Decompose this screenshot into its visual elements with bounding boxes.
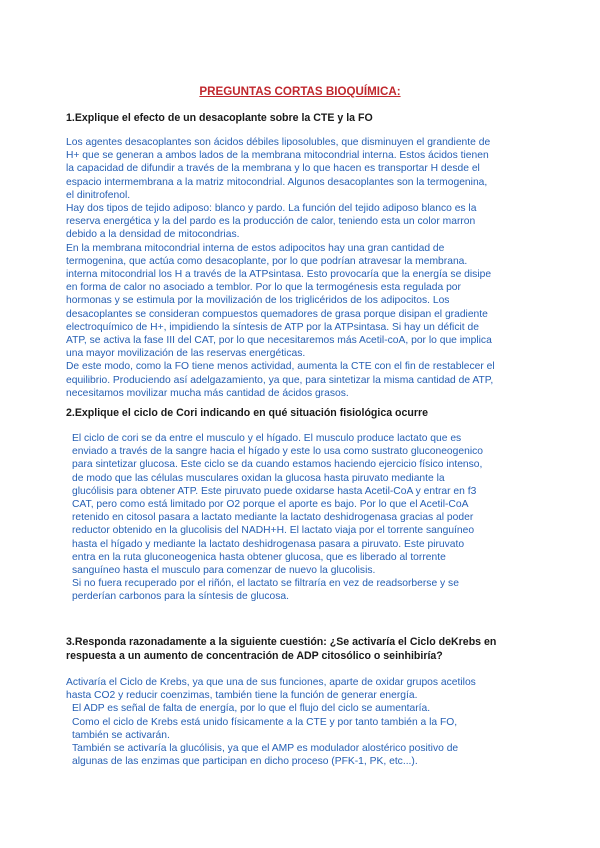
answer-1-line: De este modo, como la FO tiene menos actividad, aumenta la CTE con el fin de restablecer el [66, 361, 495, 373]
answer-3-line: Activaría el Ciclo de Krebs, ya que una de sus funciones, aparte de oxidar grupos acetilos [66, 677, 476, 688]
answer-1-line: ATP, se activa la fase III del CAT, por lo que necesitaremos más Acetil-coA, por lo que implica [66, 335, 492, 347]
answer-1-line: debido a la densidad de mitocondrias. [66, 229, 240, 241]
answer-2-line: enviado a través de la sangre hacia el hígado y este lo usa como sustrato gluconeogenico [72, 446, 483, 458]
answer-1-line: En la membrana mitocondrial interna de estos adipocitos hay una gran cantidad de [66, 242, 445, 254]
answer-1-line: Hay dos tipos de tejido adiposo: blanco y pardo. La función del tejido adiposo blanco es la [66, 203, 477, 215]
answer-2-line: de modo que las células musculares oxidan la glucosa hasta piruvato mediante la [72, 472, 445, 484]
answer-2-line: reductor obtenido en la glucolisis del NADH+H. El lactato viaja por el torrente sanguíneo [72, 525, 475, 537]
answer-3-line: algunas de las enzimas que participan en dicho proceso (PFK-1, PK, etc...). [72, 756, 418, 768]
answer-2-line: perderían carbonos para la síntesis de glucosa. [72, 591, 289, 603]
answer-2-line: retenido en citosol pasara a lactato mediante la lactato deshidrogenasa gracias al poder [72, 512, 474, 524]
answer-1-text [66, 136, 536, 400]
answer-2-line: para sintetizar glucosa. Este ciclo se da cuando estamos haciendo ejercicio físico intenso, [72, 459, 483, 471]
answer-1-line: desacoplantes se consideran compuestos quemadores de grasa porque disipan el gradiente [66, 308, 488, 320]
answer-1-line: reserva energética y la del pardo es la producción de calor, teniendo esta un color marron [66, 216, 476, 228]
question-2-heading: 2.Explique el ciclo de Cori indicando en qué situación fisiológica ocurre [66, 407, 429, 419]
question-3-line: 3.Responda razonadamente a la siguiente cuestión: ¿Se activaría el Ciclo deKrebs en [66, 636, 497, 648]
answer-2-line: hasta el hígado y mediante la lactato deshidrogenasa pasara a piruvato. Este piruvato [72, 538, 465, 550]
answer-1-line: interna mitocondrial los H a través de la ATPsintasa. Esto provocaría que la energía se disipe [66, 269, 492, 281]
answer-2-line: entra en la ruta gluconeogenica hasta obtener glucosa, que es liberado al torrente [72, 551, 446, 563]
answer-1-line: equilibrio. Produciendo así adelgazamiento, ya que, para sintetizar la misma cantidad de ATP, [66, 374, 494, 386]
answer-3-line: El ADP es señal de falta de energía, por lo que el flujo del ciclo se aumentaría. [72, 703, 431, 715]
question-3-line: respuesta a un aumento de concentración de ADP citosólico o seinhibiría? [66, 650, 443, 662]
answer-3-line: hasta CO2 y reducir coenzimas, también tiene la función de generar energía. [66, 690, 418, 702]
answer-2-line: glucólisis para obtener ATP. Este piruvato puede oxidarse hasta Acetil-CoA y entrar en f3 [72, 485, 477, 497]
answer-3-text [66, 676, 536, 768]
answer-2-line: Si no fuera recuperado por el riñón, el lactato se filtraría en vez de readsorberse y se [72, 578, 459, 590]
answer-1-line: la capacidad de difundir a través de la membrana y lo que hacen es transportar H desde el [66, 163, 480, 175]
answer-3-line: Como el ciclo de Krebs está unido físicamente a la CTE y por tanto también a la FO, [72, 716, 458, 728]
answer-1-line: una mayor movilización de las reservas energéticas. [66, 348, 306, 360]
answer-2-text [72, 432, 542, 604]
page-title: PREGUNTAS CORTAS BIOQUÍMICA: [199, 85, 401, 98]
answer-2-line: CAT, pero como está limitado por O2 porque el aporte es bajo. Por lo que el Acetil-CoA [72, 499, 469, 511]
answer-3-line: también se activarán. [72, 729, 170, 741]
answer-1-line: termogenina, que actúa como desacoplante, por lo que podrían atravesar la membrana. [66, 255, 468, 267]
answer-1-line: el dinitrofenol. [66, 189, 131, 201]
answer-1-line: necesitamos movilizar mucha más cantidad de ácidos grasos. [66, 387, 349, 399]
question-1-heading: 1.Explique el efecto de un desacoplante sobre la CTE y la FO [66, 112, 373, 124]
answer-3-line: También se activaría la glucólisis, ya que el AMP es modulador alostérico positivo de [72, 743, 459, 755]
answer-1-line: en forma de calor no asociado a temblor. Por lo que la termogénesis esta regulada por [66, 282, 461, 294]
answer-2-line: El ciclo de cori se da entre el musculo y el hígado. El musculo produce lactato que es [72, 433, 462, 444]
answer-1-line: Los agentes desacoplantes son ácidos débiles liposolubles, que disminuyen el grandiente de [66, 137, 491, 148]
answer-1-line: H+ que se generan a ambos lados de la membrana mitocondrial interna. Estos ácidos tienen [66, 150, 489, 162]
answer-1-line: espacio intermembrana a la matriz mitocondrial. Algunos desacoplantes son la termogenina, [66, 176, 488, 188]
answer-2-line: sanguíneo hasta el musculo para comenzar de nuevo la glucolisis. [72, 565, 376, 577]
answer-1-line: hormonas y se estimula por la movilización de los triglicéridos de los adipocitos. Los [66, 295, 450, 307]
question-3-heading [66, 635, 536, 663]
answer-1-line: electroquímico de H+, impidiendo la síntesis de ATP por la ATPsintasa. Si hay un déficit de [66, 321, 479, 333]
